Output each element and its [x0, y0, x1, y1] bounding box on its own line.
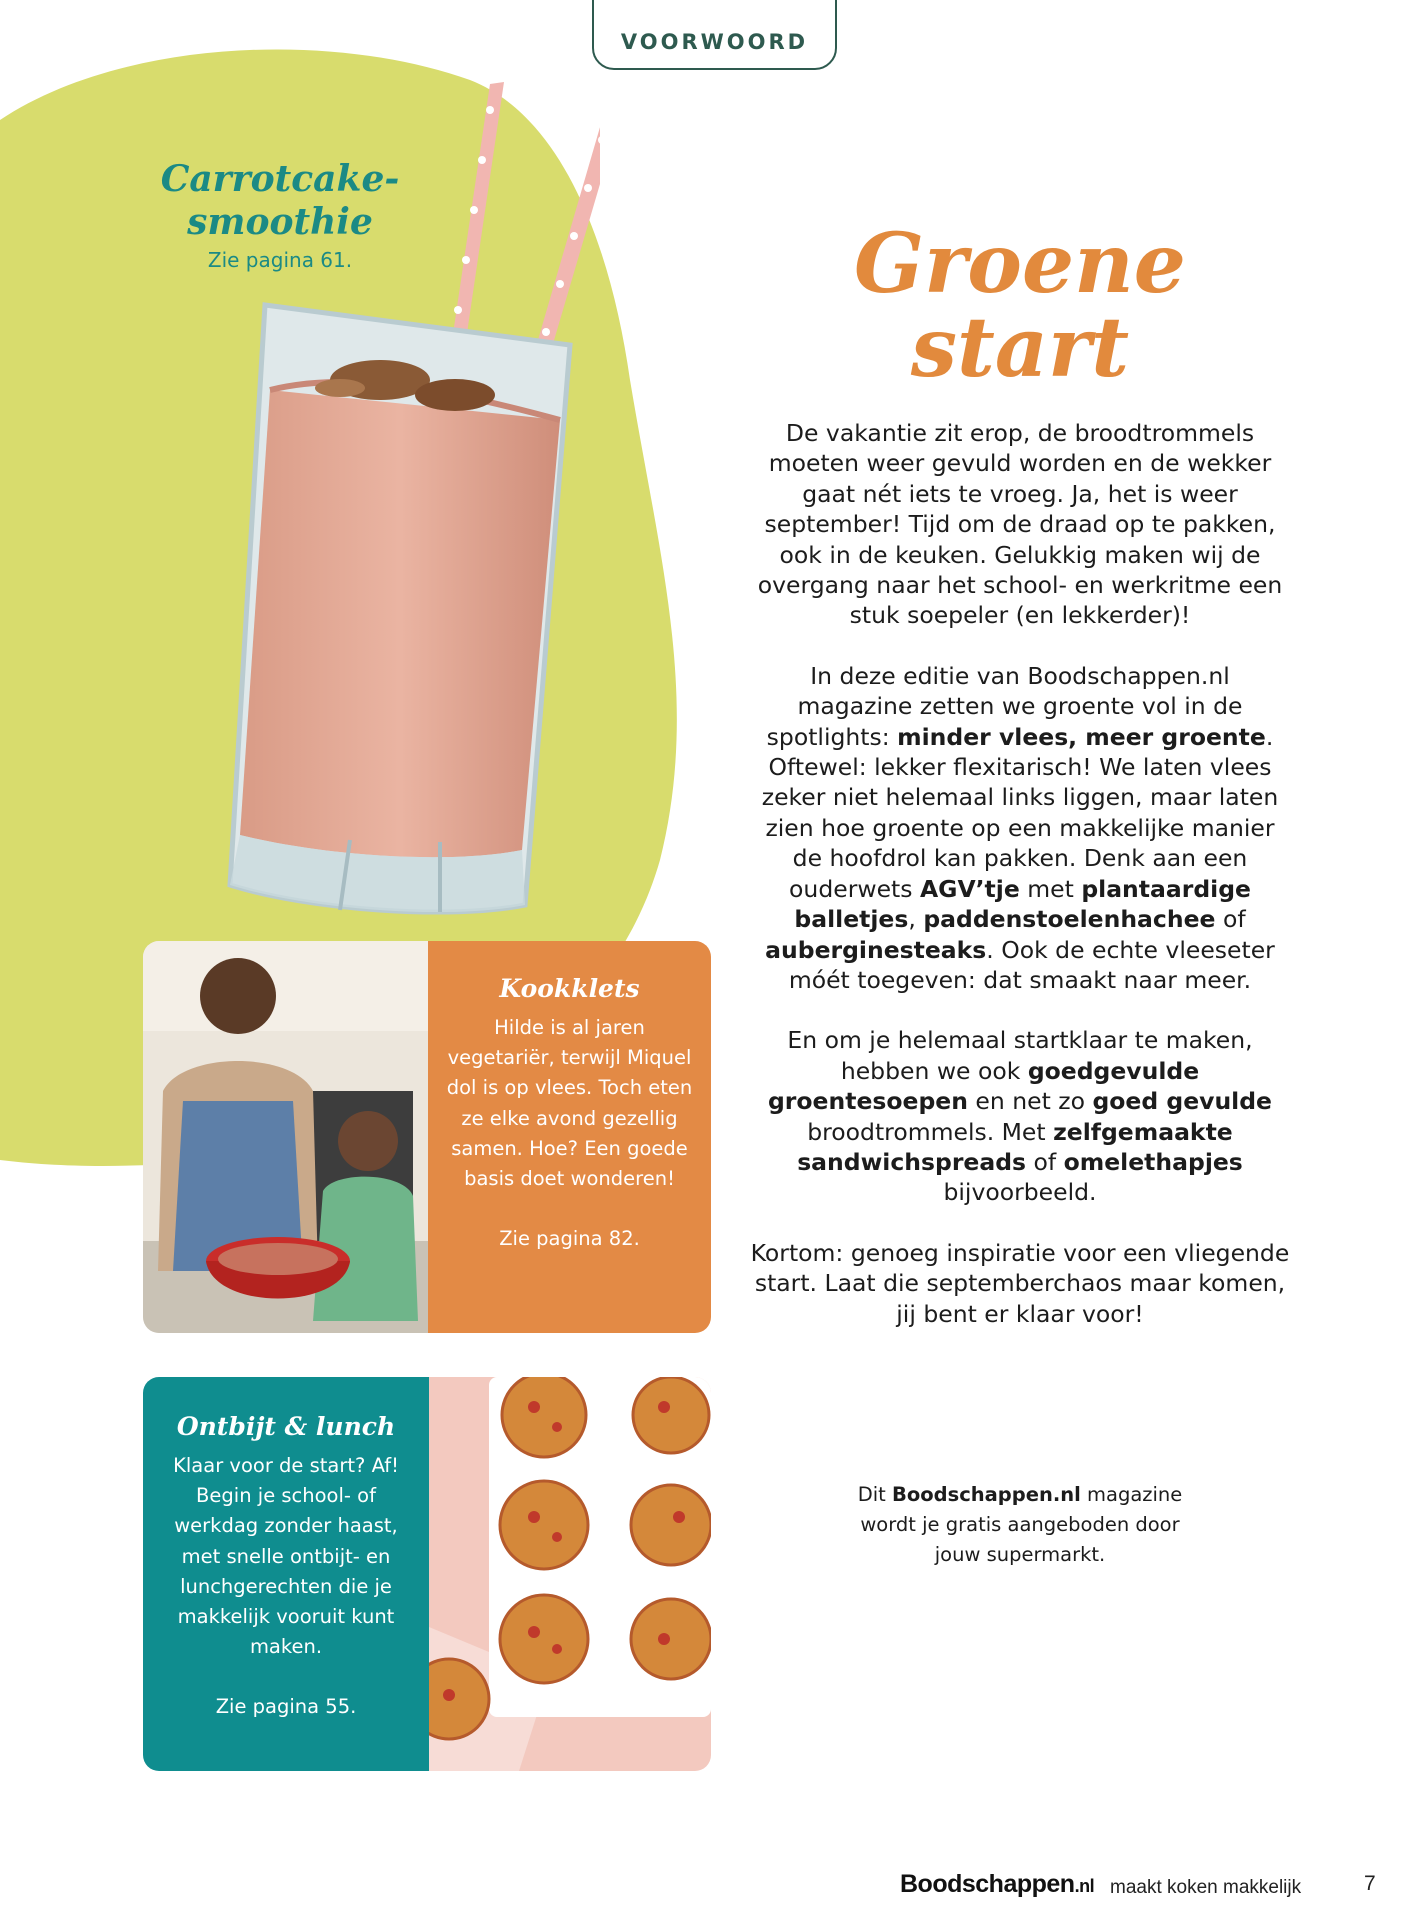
intro-paragraph-4: Kortom: genoeg inspiratie voor een vliegende start. Laat die septemberchaos maar komen, jij bent er klaar voor!	[750, 1238, 1290, 1328]
ontbijt-title: Ontbijt & lunch	[176, 1412, 396, 1441]
kookklets-body: Hilde is al jaren vegetariër, terwijl Miquel dol is op vlees. Toch eten ze elke avond gezellig samen. Hoe? Een goede basis doet wonderen!	[446, 1016, 693, 1191]
kookklets-photo	[143, 941, 428, 1333]
kookklets-title: Kookklets	[499, 974, 640, 1003]
sponsor-note: Dit Boodschappen.nl magazine wordt je gratis aangeboden door jouw supermarkt.	[857, 1483, 1183, 1566]
kookklets-card[interactable]	[143, 941, 711, 1333]
kookklets-page-ref: Zie pagina 82.	[499, 1227, 640, 1251]
footer-tagline: maakt koken makkelijk	[1110, 1877, 1302, 1898]
footer-brand-logo: Boodschappen.nl	[900, 1870, 1095, 1898]
ontbijt-page-ref: Zie pagina 55.	[215, 1695, 357, 1719]
omelet-bites-photo	[429, 1377, 711, 1771]
ontbijt-lunch-card[interactable]	[143, 1377, 711, 1771]
intro-text	[750, 418, 1290, 1359]
kookklets-panel	[428, 941, 711, 1333]
smoothie-title: Carrotcake-smoothie	[160, 158, 400, 243]
smoothie-page-ref: Zie pagina 61.	[207, 248, 353, 272]
ontbijt-body: Klaar voor de start? Af! Begin je school- of werkdag zonder haast, met snelle ontbijt- en lunchgerechten die je makkelijk vooruit kunt maken.	[173, 1454, 399, 1659]
intro-paragraph-1: De vakantie zit erop, de broodtrommels moeten weer gevuld worden en de wekker gaat nét iets te vroeg. Ja, het is weer september! Tijd om de draad op te pakken, ook in de keuken. Gelukkig maken wij de overgang naar het school- en werkritme een stuk soepeler (en lekkerder)!	[757, 419, 1283, 630]
intro-paragraph-2: In deze editie van Boodschappen.nl magazine zetten we groente vol in de spotlights: minder vlees, meer groente. Oftewel: lekker flexitarisch! We laten vlees zeker niet helemaal links liggen, maar laten zien hoe groente op een makkelijke manier de hoofdrol kan pakken. Denk aan een ouderwets AGV’tje met plantaardige balletjes, paddenstoelenhachee of auberginesteaks. Ook de echte vleeseter móét toegeven: dat smaakt naar meer.	[761, 661, 1279, 994]
page-number: 7	[1364, 1872, 1376, 1895]
intro-paragraph-3: En om je helemaal startklaar te maken, hebben we ook goedgevulde groentesoepen en net zo goed gevulde broodtrommels. Met zelfgemaakte sandwichspreads of omelethapjes bijvoorbeeld.	[767, 1026, 1273, 1207]
section-tab: VOORWOORD	[592, 0, 837, 70]
page-title: Groene start	[854, 216, 1186, 396]
ontbijt-panel	[143, 1377, 429, 1771]
